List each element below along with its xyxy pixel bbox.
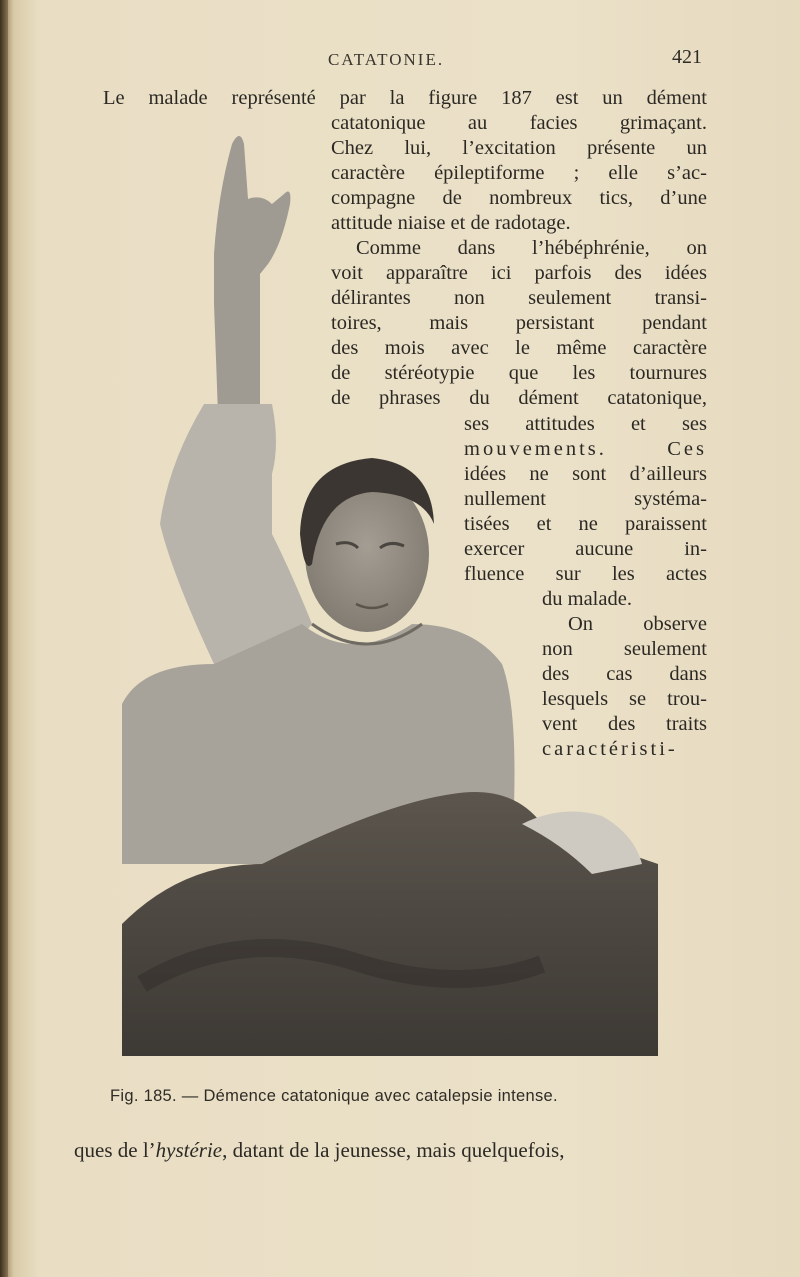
- book-spine: [0, 0, 8, 1277]
- text-line: nullement systéma-: [464, 488, 707, 510]
- text-line: lesquels se trou-: [542, 688, 707, 710]
- raised-arm: [214, 136, 290, 414]
- running-title: CATATONIE.: [328, 50, 445, 69]
- text-line: On observe: [568, 613, 707, 635]
- continuation-after: , datant de la jeunesse, mais quelquefois,: [222, 1138, 565, 1162]
- text-line: mouvements. Ces: [464, 438, 707, 460]
- continuation-line: [74, 1138, 707, 1163]
- text-line: attitude niaise et de radotage.: [331, 212, 571, 234]
- page-number: 421: [672, 46, 702, 68]
- text-line: Comme dans l’hébéphrénie, on: [356, 237, 707, 259]
- text-line: des cas dans: [542, 663, 707, 685]
- continuation-text: [74, 1138, 564, 1163]
- text-line: vent des traits: [542, 713, 707, 735]
- text-line: de phrases du dément catatonique,: [331, 387, 707, 409]
- text-line: compagne de nombreux tics, d’une: [331, 187, 707, 209]
- text-line: Chez lui, l’excitation présente un: [331, 137, 707, 159]
- text-line: idées ne sont d’ailleurs: [464, 463, 707, 485]
- text-line: de stéréotypie que les tournures: [331, 362, 707, 384]
- text-line: voit apparaître ici parfois des idées: [331, 262, 707, 284]
- text-line: catatonique au facies grimaçant.: [331, 112, 707, 134]
- text-line: du malade.: [542, 588, 632, 610]
- text-line: délirantes non seulement transi-: [331, 287, 707, 309]
- text-line: fluence sur les actes: [464, 563, 707, 585]
- text-line: non seulement: [542, 638, 707, 660]
- text-line: Le malade représenté par la figure 187 est un dément: [103, 87, 707, 109]
- text-line: ses attitudes et ses: [464, 413, 707, 435]
- text-line: exercer aucune in-: [464, 538, 707, 560]
- text-line: caractère épileptiforme ; elle s’ac-: [331, 162, 707, 184]
- text-line: toires, mais persistant pendant: [331, 312, 707, 334]
- figure-caption: Fig. 185. — Démence catatonique avec catalepsie intense.: [110, 1087, 558, 1105]
- running-head: [0, 44, 800, 74]
- continuation-italic: hystérie: [155, 1138, 223, 1162]
- text-line: des mois avec le même caractère: [331, 337, 707, 359]
- text-line: caractéristi-: [542, 738, 678, 760]
- text-line: tisées et ne paraissent: [464, 513, 707, 535]
- continuation-before: ques de l’: [74, 1138, 156, 1162]
